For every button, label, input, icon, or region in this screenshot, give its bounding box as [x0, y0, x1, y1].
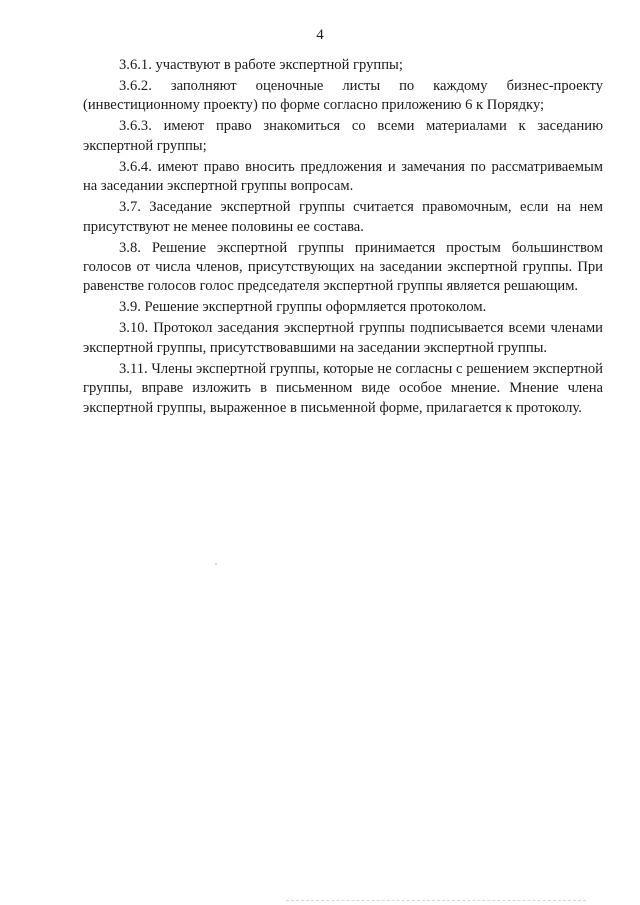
paragraph-3-6-1: 3.6.1. участвуют в работе экспертной группы;	[119, 57, 403, 73]
scan-edge-line	[286, 900, 586, 902]
paragraph-3-8: 3.8. Решение экспертной группы принимается простым большинством голосов от числа членов, присутствующих на заседании экспертной группы. При равенстве голосов голос председателя экспертной группы является решающим.	[83, 239, 603, 295]
page-number: 4	[316, 27, 324, 43]
paragraph-3-6-4: 3.6.4. имеют право вносить предложения и замечания по рассматриваемым на заседании экспертной группы вопросам.	[83, 158, 603, 195]
paragraph-3-6-2: 3.6.2. заполняют оценочные листы по каждому бизнес-проекту (инвестиционному проекту) по форме согласно приложению 6 к Порядку;	[83, 78, 603, 114]
paragraph-3-10: 3.10. Протокол заседания экспертной группы подписывается всеми членами экспертной группы, присутствовавшими на заседании экспертной группы.	[83, 320, 603, 356]
paragraph-3-11: 3.11. Члены экспертной группы, которые не согласны с решением экспертной группы, вправе изложить в письменном виде особое мнение. Мнение члена экспертной группы, выраженное в письменной форме, прилагается к протоколу.	[83, 360, 603, 416]
paragraph-3-9: 3.9. Решение экспертной группы оформляется протоколом.	[119, 299, 487, 316]
paragraph-3-7: 3.7. Заседание экспертной группы считается правомочным, если на нем присутствуют не менее половины ее состава.	[83, 199, 603, 235]
document-body	[83, 56, 603, 420]
paragraph-3-6-3: 3.6.3. имеют право знакомиться со всеми материалами к заседанию экспертной группы;	[83, 118, 603, 154]
scan-speck	[215, 563, 217, 565]
